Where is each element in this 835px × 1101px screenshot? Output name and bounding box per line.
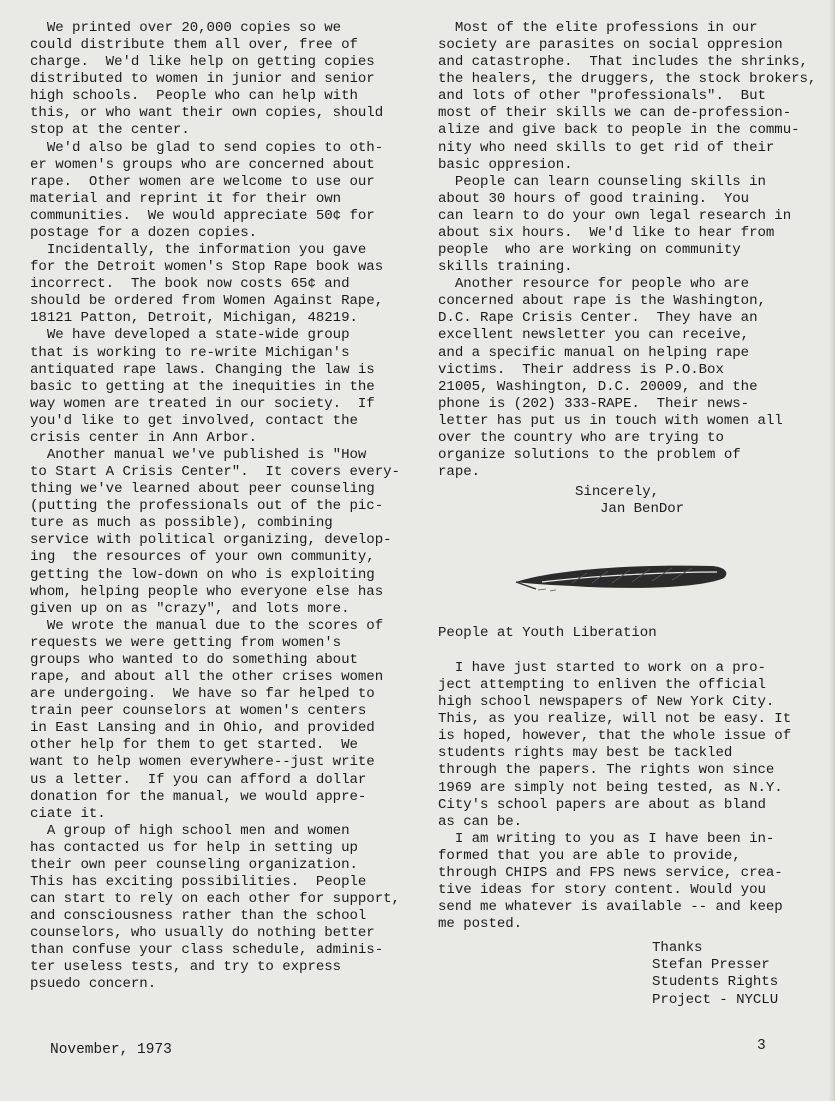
text-line: could distribute them all over, free of [30,37,358,54]
feather-quill-icon [512,560,732,600]
text-line: basic oppresion. [438,156,573,173]
footer-date: November, 1973 [50,1042,172,1058]
text-line: organize solutions to the problem of [438,447,741,463]
text-line: and a specific manual on helping rape [438,344,750,361]
text-line: other help for them to get started. We [30,737,358,754]
text-line: Most of the elite professions in our [438,20,758,36]
text-line: Incidentally, the information you gave [30,242,367,259]
text-line: victims. Their address is P.O.Box [438,361,724,378]
text-line: letter has put us in touch with women all [438,412,783,429]
text-line: City's school papers are about as bland [438,796,766,813]
text-line: people who are working on community [438,242,741,259]
text-line: me posted. [438,916,523,933]
text-line: This, as you realize, will not be easy. It [438,711,792,728]
text-line: excellent newsletter you can receive, [438,327,750,344]
text-line: counselors, who usually do nothing better [30,925,375,942]
text-line: nity who need skills to get rid of their [438,139,775,156]
text-line: Another resource for people who are [438,276,750,293]
text-line: er women's groups who are concerned about [30,156,375,173]
text-line: in East Lansing and in Ohio, and provided [30,720,375,737]
text-line: about six hours. We'd like to hear from [438,224,775,241]
text-line: charge. We'd like help on getting copies [30,54,375,71]
text-line: communities. We would appreciate 50¢ for [30,207,375,224]
text-line: This has exciting possibilities. People [30,874,367,890]
signature-line: Stefan Presser [652,957,770,974]
text-line: us a letter. If you can afford a dollar [30,771,367,788]
text-line: D.C. Rape Crisis Center. They have an [438,310,758,327]
text-line: ter useless tests, and try to express [30,959,342,976]
text-line: rape. [438,464,481,481]
text-line: ture as much as possible), combining [30,515,333,532]
text-line: rape. Other women are welcome to use our [30,173,375,190]
text-line: can learn to do your own legal research in [438,207,792,224]
text-line: train peer counselors at women's centers [30,703,367,720]
text-line: through the papers. The rights won since [438,762,775,779]
text-line: their own peer counseling organization. [30,856,358,873]
text-line: should be ordered from Women Against Rape, [30,293,384,310]
text-line: getting the low-down on who is exploiting [30,566,375,583]
text-line: whom, helping people who everyone else has [30,583,384,600]
text-line: psuedo concern. [30,976,157,993]
text-line: Another manual we've published is "How [30,447,367,463]
text-line: and lots of other "professionals". But [438,88,766,105]
text-line: groups who wanted to do something about [30,651,358,668]
text-line: distributed to women in junior and senior [30,71,375,88]
text-line: incorrect. The book now costs 65¢ and [30,276,350,293]
signature-line: Project - NYCLU [652,991,779,1008]
text-line: basic to getting at the inequities in the [30,378,375,395]
text-line: alize and give back to people in the commu- [438,122,800,139]
text-line: way women are treated in our society. If [30,395,375,412]
signature-name: Jan BenDor [600,501,685,518]
text-line: crisis center in Ann Arbor. [30,429,258,446]
text-line: We have developed a state-wide group [30,327,350,344]
text-line: I am writing to you as I have been in- [438,830,775,847]
closing-sincerely: Sincerely, [575,484,660,501]
text-line: We wrote the manual due to the scores of [30,617,384,634]
text-line: for the Detroit women's Stop Rape book was [30,259,384,276]
text-line: (putting the professionals out of the pic- [30,498,384,515]
text-line: high school newspapers of New York City. [438,694,775,711]
text-line: thing we've learned about peer counseling [30,481,375,498]
text-line: ject attempting to enliven the official [438,677,766,694]
text-line: society are parasites on social oppresion [438,37,783,54]
text-line: high schools. People who can help with [30,88,358,105]
text-line: concerned about rape is the Washington, [438,293,766,310]
text-line: A group of high school men and women [30,822,350,839]
text-line: 18121 Patton, Detroit, Michigan, 48219. [30,310,358,327]
signature-line: Thanks [652,940,703,957]
text-line: requests we were getting from women's [30,634,342,651]
text-line: service with political organizing, develop- [30,532,392,549]
text-line: and catastrophe. That includes the shrinks, [438,54,808,71]
text-line: tive ideas for story content. Would you [438,882,766,899]
page-number: 3 [757,1038,766,1054]
text-line: over the country who are trying to [438,429,724,446]
text-line: most of their skills we can de-profession- [438,105,792,122]
text-line: than confuse your class schedule, adminis- [30,942,384,959]
text-line: phone is (202) 333-RAPE. Their news- [438,395,750,412]
page-edge-shadow [829,0,835,1101]
text-line: We printed over 20,000 copies so we [30,20,342,36]
text-line: skills training. [438,259,573,276]
text-line: want to help women everywhere--just write [30,754,375,771]
text-line: I have just started to work on a pro- [438,660,766,676]
text-line: that is working to re-write Michigan's [30,344,350,361]
text-line: and consciousness rather than the school [30,908,367,925]
text-line: send me whatever is available -- and keep [438,899,783,916]
text-line: this, or who want their own copies, should [30,105,384,122]
text-line: material and reprint it for their own [30,190,342,207]
text-line: as can be. [438,813,523,830]
section-heading: People at Youth Liberation [438,625,657,641]
text-line: 1969 are simply not being tested, as N.Y. [438,779,783,796]
text-line: ing the resources of your own community, [30,549,375,566]
text-line: formed that you are able to provide, [438,847,741,864]
text-line: are undergoing. We have so far helped to [30,686,375,703]
text-line: 21005, Washington, D.C. 20009, and the [438,378,758,395]
text-line: People can learn counseling skills in [438,173,766,190]
text-line: through CHIPS and FPS news service, crea- [438,864,783,881]
signature-line: Students Rights [652,974,779,991]
text-line: We'd also be glad to send copies to oth- [30,139,384,156]
text-line: antiquated rape laws. Changing the law is [30,361,375,378]
text-line: about 30 hours of good training. You [438,190,750,207]
text-line: postage for a dozen copies. [30,224,258,241]
text-line: you'd like to get involved, contact the [30,412,358,429]
text-line: stop at the center. [30,122,190,139]
text-line: has contacted us for help in setting up [30,839,358,856]
text-line: can start to rely on each other for support, [30,891,400,908]
text-line: the healers, the druggers, the stock brokers, [438,71,817,88]
text-line: rape, and about all the other crises women [30,669,384,686]
text-line: donation for the manual, we would appre- [30,788,367,805]
text-line: is hoped, however, that the whole issue of [438,728,792,745]
text-line: to Start A Crisis Center". It covers every- [30,464,400,481]
text-line: students rights may best be tackled [438,745,733,762]
text-line: given up on as "crazy", and lots more. [30,600,350,617]
text-line: ciate it. [30,805,106,822]
